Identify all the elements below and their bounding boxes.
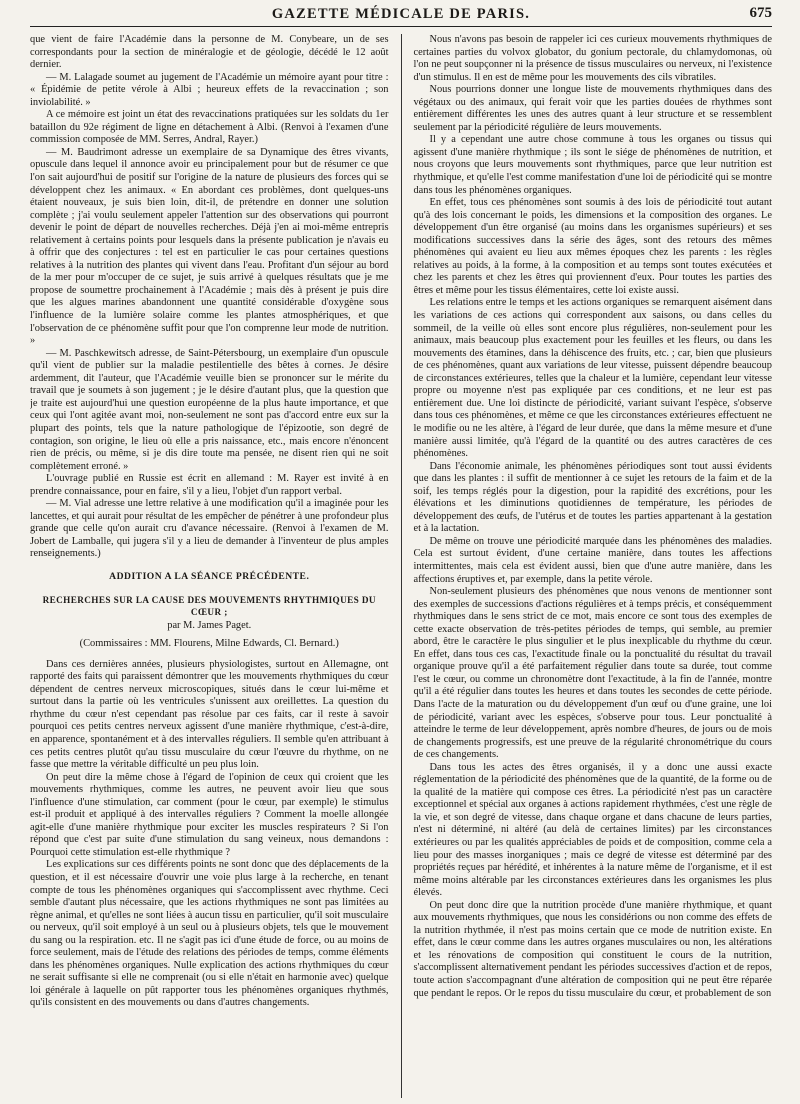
header-rule (30, 26, 772, 27)
column-divider (401, 34, 402, 1098)
article-author: par M. James Paget. (167, 619, 252, 631)
paragraph: En effet, tous ces phénomènes sont soumis à des lois de périodicité tout autant qu'à des lois concernant le poids, les dimensions et la composition des organes. Le développement d'un être organisé (au moins dans les organismes supérieurs) et ses modifications successives dans la série des âges, sont des retours des mêmes phénomènes qui avaient eu lieu aux mêmes époques chez les parents : les règles relatives au poids, à la forme, à la composition et au temps sont toutes exécutées et chez les parents et chez les êtres qui proviennent d'eux. Pour toutes les parties des êtres et même pour les tissus élémentaires, cette loi existe aussi. (413, 197, 772, 296)
paragraph: Dans l'économie animale, les phénomènes périodiques sont tout aussi évidents que dans les plantes : il suffit de mentionner à ce sujet les retours de la faim et de la soif, les temps réglés pour la digestion, pour la rapidité des excrétions, pour les élévations et les diminutions quotidiennes de température, les périodes de développement des œufs, de l'utérus et de toutes les parties appartenant à la gestation et à la lactation. (413, 460, 772, 535)
section-heading: ADDITION A LA SÉANCE PRÉCÉDENTE. (109, 570, 310, 582)
paragraph: — M. Baudrimont adresse un exemplaire de sa Dynamique des êtres vivants, opuscule dans lequel il annonce avoir eu principalement pour but de résumer ce que l'on sait aujourd'hui de positif sur l'origine de la nature de plusieurs des forces qui se développent chez les animaux. « En abordant ces problèmes, dont quelques-uns étaient nouveaux, je suis bien loin, dit-il, de prétendre en donner une solution complète ; j'ai voulu seulement appeler l'attention sur des observations qui pourront devenir le point de départ de nouvelles recherches. Déjà j'en ai moi-même entrepris relativement à certains points pour lesquels dans la présente publication je n'avais eu à offrir que des conjectures : tel est en particulier le cas pour certaines questions relatives à la nutrition des plantes qui vivent dans l'eau. Profitant d'un séjour au bord de la mer pour m'occuper de ce sujet, je suis arrivé à quelques résultats que je me propose de soumettre prochainement à l'Académie ; mais dès à présent je puis dire que les algues marines abandonnent une quantité considérable d'oxygène sous l'influence de la lumière solaire comme les plantes atmosphériques, et que l'observation de ce phénomène suffit pour que l'on comprenne leur mode de nutrition. » (30, 146, 389, 347)
paragraph: — M. Paschkewitsch adresse, de Saint-Pétersbourg, un exemplaire d'un opuscule qu'il vient de publier sur la maladie pestilentielle des bêtes à cornes. Je désire ardemment, dit l'auteur, que l'Académie veuille bien se prononcer sur le mérite du travail que je soumets à son jugement ; je le désire d'autant plus, que la question que je traite est aujourd'hui une question européenne de la plus haute importance, et que ceux qui l'ont agitée avant moi, non-seulement ne sont pas d'accord entre eux sur la plupart des points, tels que la nature pathologique de l'épizootie, son degré de contagion, son origine, le lieu où elle a pris naissance, etc., mais encore n'énoncent rien de précis, ou même, si je dis dire toute ma pensée, ne disent rien qui ne soit complètement erroné. » (30, 347, 389, 472)
paragraph: Les explications sur ces différents points ne sont donc que des déplacements de la question, et il est nécessaire d'ouvrir une voie plus large à la recherche, en tenant compte de tous les phénomènes organiques qui s'accomplissent avec rhythme. Ceci semble d'autant plus nécessaire, que les actions rhythmiques ne sont pas limitées au règne animal, et qu'elles ne sont liées à aucun tissu en particulier, qu'il soit musculaire ou nerveux, qu'il soit employé à un seul ou à plusieurs objets, tels que le mouvement du sang ou la respiration. etc. Il ne s'agit pas ici d'une étude de force, ou au moins de force seulement, mais de l'étude des relations des périodes de temps, comme éléments dans les phénomènes organiques. Nulle explication des actions rhythmiques du cœur ne serait suffisante si elle ne comprenait (ou si elle n'était en harmonie avec) quelque loi générale à laquelle on pût rapporter tous les phénomènes organiques rhythmés, qu'ils consistent en des mouvements ou dans d'autres changements. (30, 859, 389, 1009)
paragraph: Dans ces dernières années, plusieurs physiologistes, surtout en Allemagne, ont rapporté des faits qui paraissent démontrer que les mouvements rhythmiques du cœur dépendent de centres nerveux microscopiques, situés dans le cœur lui-même et surtout dans la partie où les ventricules s'unissent aux oreillettes. La question du rhythme du cœur n'est cependant pas résolue par ces faits, car il reste à savoir pourquoi ces petits centres nerveux agissent d'une manière rhythmique, c'est-à-dire, en apparence, spontanément et à des intervalles réguliers. Il semble qu'en attribuant à ces petits centres plutôt qu'au tissu musculaire du cœur l'œuvre du rhythme, on ne fasse que mettre la véritable difficulté un peu plus loin. (30, 658, 389, 771)
paragraph: Non-seulement plusieurs des phénomènes que nous venons de mentionner sont des exemples de successions d'actions régulières et à temps précis, et conséquemment rhythmiques dans le sens strict de ce mot, mais encore ce sont tous des exemples de cette exacte observation de très-petites périodes de temps, qui semble, au premier abord, être le caractère le plus singulier et le plus inexplicable du rhythme du cœur. En effet, dans tous ces cas, l'exactitude finale ou la ponctualité du résultat du travail organique prouve qu'il a été parfaitement régulier dans toute sa durée, tout comme l'est le cœur, ou comme un chronomètre dont l'exactitude, à la fin de l'année, montre qu'il a été régulier dans toutes les heures et dans toutes les secondes de cette période. Dans l'acte de la maturation ou du développement d'un œuf ou d'une graine, une loi de périodicité, variant avec les espèces, s'observe pour tous. Leur ponctualité à atteindre le terme de leur développement, après nombre d'heures, de jours ou de mois de changements progressifs, est une preuve de la régularité chronométrique du cours de ces changements. (413, 586, 772, 761)
commissioners-line: (Commissaires : MM. Flourens, Milne Edwards, Cl. Bernard.) (79, 638, 339, 650)
right-column (405, 34, 772, 1098)
paragraph: Les relations entre le temps et les actions organiques se remarquent aisément dans les variations de ces actions qui correspondent aux saisons, ou dans celles du sommeil, de la veille où elles sont encore plus régulières, non-seulement pour les animaux, mais beaucoup plus exactement pour les feuilles et les fleurs, ou dans les mouvements des étamines, dans la déhiscence des fruits, etc. ; car, bien que plusieurs de ces phénomènes, quant aux variations de leur vitesse, puissent dépendre beaucoup de circonstances extérieures, telles que la chaleur et la lumière, cependant leur vitesse propre ou moyenne n'est pas expliquée par ces conditions, et ne leur est pas entièrement due. Une loi distincte de périodicité, variant suivant l'espèce, s'observe dans tous ces phénomènes, et même ce que les circonstances extérieures effectuent ne le modifie ou ne les altère, à l'égard de leur durée, que dans la même mesure et d'une manière aussi limitée, qu'à l'égard de la quantité ou des autres caractères de ces phénomènes. (413, 297, 772, 460)
paragraph: L'ouvrage publié en Russie est écrit en allemand : M. Rayer est invité à en prendre connaissance, pour en faire, s'il y a lieu, l'objet d'un rapport verbal. (30, 473, 389, 497)
paragraph: De même on trouve une périodicité marquée dans les phénomènes des maladies. Cela est surtout évident, d'une certaine manière, dans toutes les affections intermittentes, mais cela est évident aussi, bien que d'une autre manière, dans les affections éruptives et, par exemple, dans la petite vérole. (413, 535, 772, 585)
paragraph: que vient de faire l'Académie dans la personne de M. Conybeare, un de ses correspondants pour la section de minéralogie et de géologie, décédé le 12 août dernier. (30, 34, 389, 71)
paragraph: Nous n'avons pas besoin de rappeler ici ces curieux mouvements rhythmiques de certaines parties du volvox globator, du gonium pectorale, du chlamydomonas, où l'on ne peut soupçonner ni la présence de tissus musculaires ou nerveux, ni l'existence d'un stimulus. Il en est de même pour les mouvements des cils vibratiles. (413, 34, 772, 83)
paragraph: Il y a cependant une autre chose commune à tous les organes ou tissus qui agissent d'une manière rhythmique ; ils sont le siége de phénomènes de nutrition, et nous croyons que leurs mouvements sont rhythmiques, parce que leur nutrition est rhythmique, et qu'elle l'est comme manifestation d'une loi de périodicité qui se montre dans tous les phénomènes organiques. (413, 134, 772, 196)
paragraph: On peut donc dire que la nutrition procède d'une manière rhythmique, et quant aux mouvements rhythmiques, que nous les considérions ou non comme des effets de la nutrition rhythmée, il n'est pas moins certain que ce mode de nutrition existe. En effet, dans le cœur comme dans les autres organes musculaires ou non, les altérations et les rénovations de composition qui constituent le cours de la nutrition, s'accomplissent alternativement pendant les périodes successives d'action et de repos, toute action s'accompagnant d'une altération de composition qui ne peut être réparée que pendant le repos. Or le repos du tissu musculaire du cœur, et probablement de son (413, 899, 772, 999)
running-title: GAZETTE MÉDICALE DE PARIS. (271, 6, 531, 22)
page-header (30, 0, 772, 34)
paragraph: Nous pourrions donner une longue liste de mouvements rhythmiques dans des végétaux ou des animaux, qui ferait voir que les parties douées de rhythmes sont entièrement différentes les unes des autres quant à leur structure et se ressemblent seulement par la périodicité régulière de leurs mouvements. (413, 84, 772, 133)
page-number: 675 (749, 5, 772, 21)
left-column (30, 34, 397, 1098)
paragraph: — M. Vial adresse une lettre relative à une modification qu'il a imaginée pour les lancettes, et qui aurait pour résultat de les empêcher de pénétrer à une profondeur plus grande que celle qu'on aurait cru d'avance nécessaire. (Renvoi à l'examen de M. Jobert de Lamballe, qui jugera s'il y a lieu de demander à l'inventeur de plus amples renseignements.) (30, 498, 389, 560)
paragraph: A ce mémoire est joint un état des revaccinations pratiquées sur les soldats du 1er bataillon du 92e régiment de ligne en détachement à Albi. (Renvoi à l'examen d'une commission composée de MM. Serres, Andral, Rayer.) (30, 109, 389, 146)
text-columns (30, 34, 772, 1098)
paragraph: Dans tous les actes des êtres organisés, il y a donc une aussi exacte réglementation de la périodicité des phénomènes que de la quantité, de la forme ou de la qualité de la matière qui compose ces êtres. La périodicité n'est pas un caractère exceptionnel et spécial aux organes à actions rapidement rhythmées, c'est une règle de la vie, et son degré de vitesse, dans chaque organe et dans chacune de leurs parties, n'est ni déterminé, ni altéré (au delà de certaines limites) par les circonstances extérieures ou par les qualités appréciables de poids et de composition, comme cela a lieu pour des masses inorganiques ; mais ce degré de vitesse est déterminé par des propriétés reçues par hérédité, et inhérentes à la nature même de l'organisme, et il est même moins altérable par les circonstances extérieures dans les organismes les plus élevés. (413, 761, 772, 899)
paragraph: On peut dire la même chose à l'égard de l'opinion de ceux qui croient que les mouvements rhythmiques, comme les autres, ne peuvent avoir lieu que sous l'influence d'une stimulation, car comment (pour le cœur, par exemple) le stimulus est-il produit et appliqué à des intervalles réguliers ? Comment la moelle allongée agit-elle d'une manière rhythmique pour exciter les muscles respirateurs ? Si l'on répond que c'est par suite d'une stimulation du sang veineux, nous demandons : Pourquoi cette stimulation est-elle rhythmique ? (30, 771, 389, 858)
paragraph: — M. Lalagade soumet au jugement de l'Académie un mémoire ayant pour titre : « Épidémie de petite vérole à Albi ; heureux effets de la revaccination ; son inviolabilité. » (30, 71, 389, 108)
article-title: RECHERCHES SUR LA CAUSE DES MOUVEMENTS RHYTHMIQUES DU CŒUR ; (42, 594, 376, 618)
